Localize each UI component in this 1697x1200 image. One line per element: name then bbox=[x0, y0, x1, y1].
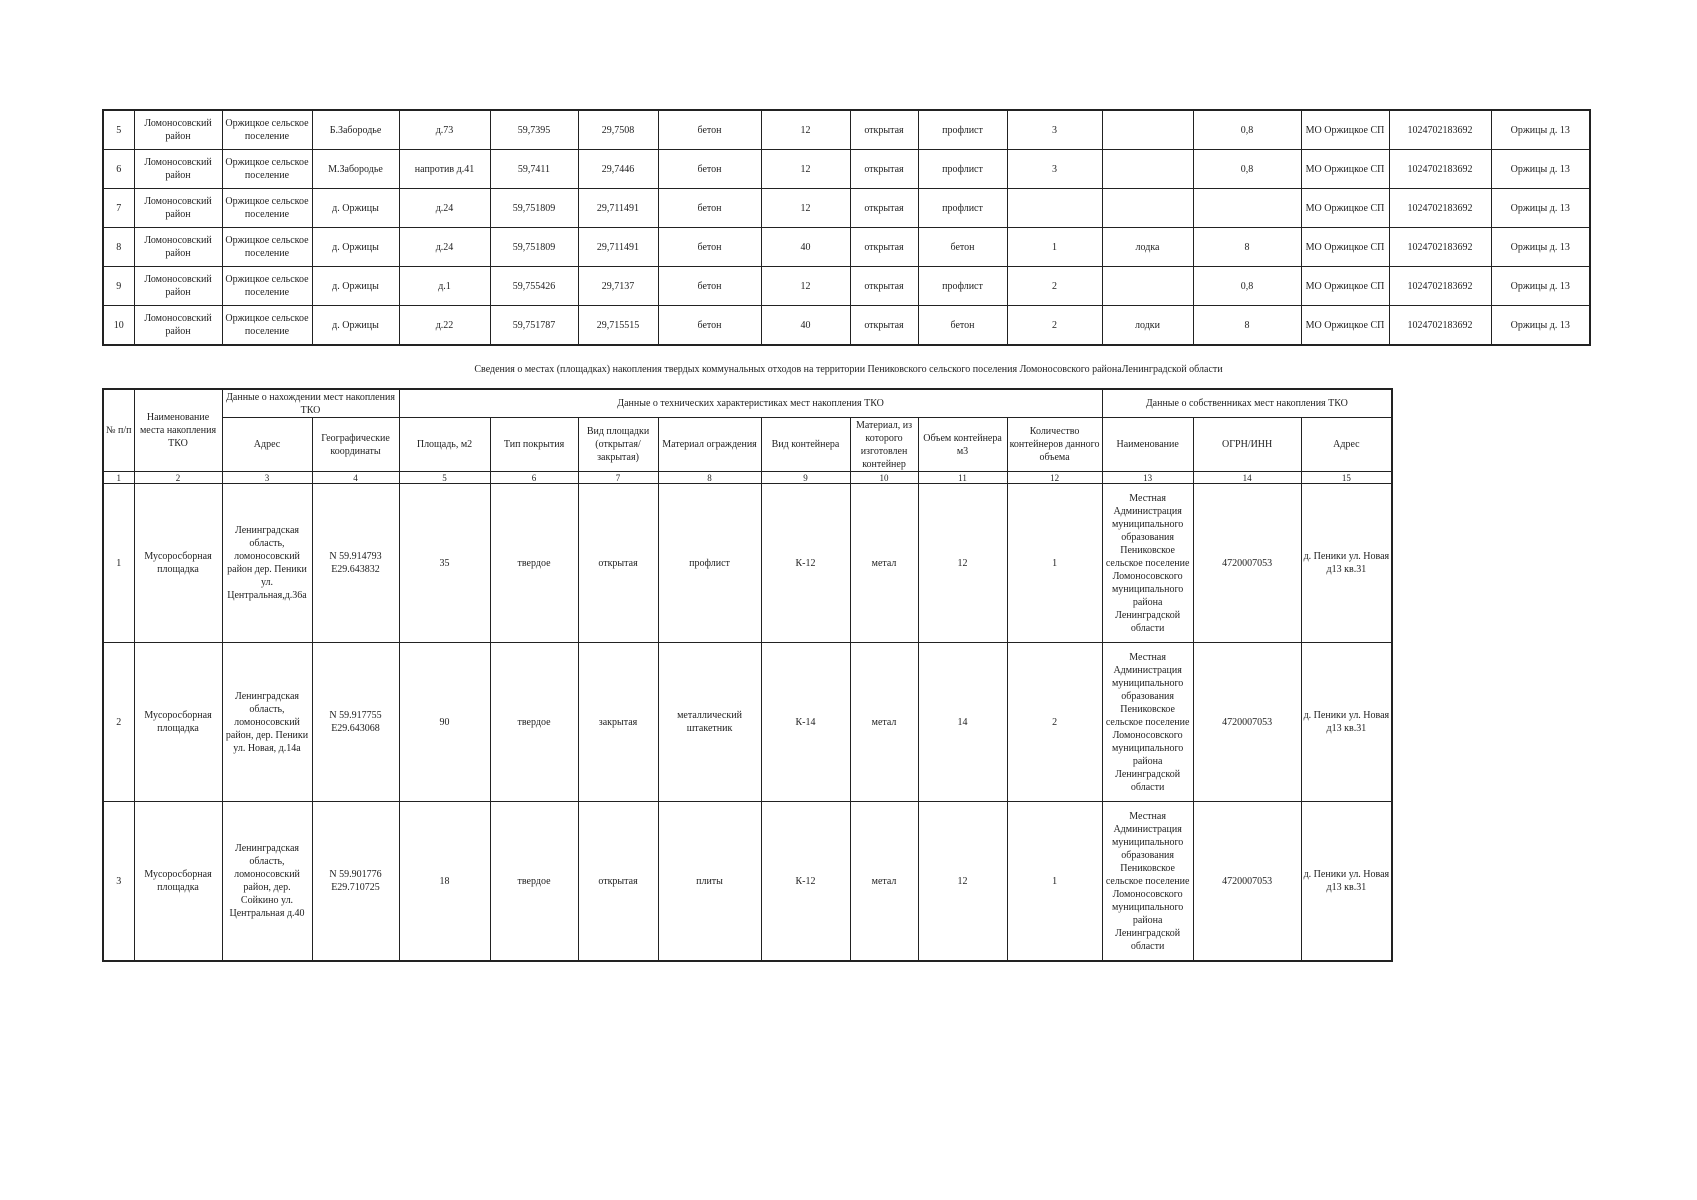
table-cell: Ломоносовский район bbox=[134, 110, 222, 150]
table-cell: 2 bbox=[1007, 267, 1102, 306]
table-cell: д. Оржицы bbox=[312, 228, 399, 267]
table-cell: К-14 bbox=[761, 643, 850, 802]
table-cell: 29,7446 bbox=[578, 150, 658, 189]
column-number: 13 bbox=[1102, 472, 1193, 484]
column-number: 2 bbox=[134, 472, 222, 484]
table-cell: 8 bbox=[1193, 306, 1301, 346]
table-cell: открытая bbox=[850, 189, 918, 228]
table-cell: Местная Администрация муниципального образования Пениковское сельское поселение Ломоносовского муниципального района Ленинградской области bbox=[1102, 643, 1193, 802]
table-cell: 40 bbox=[761, 306, 850, 346]
table-cell: 0,8 bbox=[1193, 150, 1301, 189]
table-row bbox=[103, 484, 1392, 643]
column-number: 4 bbox=[312, 472, 399, 484]
header-area: Площадь, м2 bbox=[399, 418, 490, 472]
table-cell: К-12 bbox=[761, 802, 850, 962]
table-cell: металлический штакетник bbox=[658, 643, 761, 802]
table-cell: 59,751787 bbox=[490, 306, 578, 346]
column-number: 12 bbox=[1007, 472, 1102, 484]
table-cell: Мусоросборная площадка bbox=[134, 484, 222, 643]
table-cell: бетон bbox=[918, 306, 1007, 346]
table-cell: 3 bbox=[1007, 150, 1102, 189]
table-cell: 1 bbox=[1007, 484, 1102, 643]
header-site-type: Вид площадки (открытая/закрытая) bbox=[578, 418, 658, 472]
table-cell: 4720007053 bbox=[1193, 484, 1301, 643]
bottom-table bbox=[102, 388, 1393, 962]
header-fence: Материал ограждения bbox=[658, 418, 761, 472]
table-cell: д. Пеники ул. Новая д13 кв.31 bbox=[1301, 802, 1392, 962]
table-cell: Ленинградская область, ломоносовский район дер. Пеники ул. Центральная,д.36а bbox=[222, 484, 312, 643]
table-cell: Оржицы д. 13 bbox=[1491, 110, 1590, 150]
table-cell: 1 bbox=[1007, 228, 1102, 267]
table-cell: открытая bbox=[850, 267, 918, 306]
table-cell: 29,7508 bbox=[578, 110, 658, 150]
table-cell: МО Оржицкое СП bbox=[1301, 150, 1389, 189]
table-cell: 4720007053 bbox=[1193, 643, 1301, 802]
table-cell: 59,7411 bbox=[490, 150, 578, 189]
table-cell: 8 bbox=[103, 228, 134, 267]
table-cell: д. Пеники ул. Новая д13 кв.31 bbox=[1301, 484, 1392, 643]
table-cell: 8 bbox=[1193, 228, 1301, 267]
table-cell: метал bbox=[850, 484, 918, 643]
table-cell: 1024702183692 bbox=[1389, 306, 1491, 346]
table-cell: 0,8 bbox=[1193, 267, 1301, 306]
table-cell: 29,7137 bbox=[578, 267, 658, 306]
column-number: 3 bbox=[222, 472, 312, 484]
table-cell: 6 bbox=[103, 150, 134, 189]
table-cell: 14 bbox=[918, 643, 1007, 802]
table-cell: Оржицы д. 13 bbox=[1491, 189, 1590, 228]
table-cell: Оржицы д. 13 bbox=[1491, 150, 1590, 189]
table-cell: МО Оржицкое СП bbox=[1301, 189, 1389, 228]
table-cell: профлист bbox=[918, 150, 1007, 189]
table-cell: Оржицы д. 13 bbox=[1491, 228, 1590, 267]
table-cell: 4720007053 bbox=[1193, 802, 1301, 962]
table-cell: Ломоносовский район bbox=[134, 150, 222, 189]
table-row bbox=[103, 189, 1590, 228]
table-cell: 12 bbox=[761, 110, 850, 150]
table-cell: д.22 bbox=[399, 306, 490, 346]
table-cell: д. Оржицы bbox=[312, 267, 399, 306]
table-cell: твердое bbox=[490, 484, 578, 643]
table-cell: Оржицкое сельское поселение bbox=[222, 267, 312, 306]
table-cell: 5 bbox=[103, 110, 134, 150]
header-owner-name: Наименование bbox=[1102, 418, 1193, 472]
table-cell: N 59.914793 E29.643832 bbox=[312, 484, 399, 643]
table-cell: 12 bbox=[761, 189, 850, 228]
table-cell: открытая bbox=[850, 228, 918, 267]
table-cell: д.1 bbox=[399, 267, 490, 306]
table-cell: 29,711491 bbox=[578, 189, 658, 228]
table-cell: открытая bbox=[578, 484, 658, 643]
table-cell: 59,751809 bbox=[490, 189, 578, 228]
table-cell: напротив д.41 bbox=[399, 150, 490, 189]
table-cell: бетон bbox=[658, 306, 761, 346]
table-cell: бетон bbox=[658, 228, 761, 267]
table-cell: 1 bbox=[1007, 802, 1102, 962]
column-number: 8 bbox=[658, 472, 761, 484]
table-cell: К-12 bbox=[761, 484, 850, 643]
table-cell: 12 bbox=[918, 802, 1007, 962]
table-cell: открытая bbox=[578, 802, 658, 962]
table-cell: метал bbox=[850, 802, 918, 962]
table-cell: плиты bbox=[658, 802, 761, 962]
table-cell: Ломоносовский район bbox=[134, 189, 222, 228]
header-container-material: Материал, из которого изготовлен контейнер bbox=[850, 418, 918, 472]
table-row bbox=[103, 267, 1590, 306]
table-cell: 1024702183692 bbox=[1389, 110, 1491, 150]
table-cell: 9 bbox=[103, 267, 134, 306]
table-cell: д. Оржицы bbox=[312, 189, 399, 228]
table-cell: бетон bbox=[658, 267, 761, 306]
table-cell: Оржицкое сельское поселение bbox=[222, 228, 312, 267]
table-cell bbox=[1102, 267, 1193, 306]
table-cell: Оржицкое сельское поселение bbox=[222, 306, 312, 346]
column-number: 1 bbox=[103, 472, 134, 484]
table-cell: 35 bbox=[399, 484, 490, 643]
table-cell: 12 bbox=[761, 267, 850, 306]
table-cell: закрытая bbox=[578, 643, 658, 802]
table-cell: бетон bbox=[658, 110, 761, 150]
table-cell: Местная Администрация муниципального образования Пениковское сельское поселение Ломоносовского муниципального района Ленинградской области bbox=[1102, 802, 1193, 962]
table-cell: Оржицкое сельское поселение bbox=[222, 110, 312, 150]
table-cell: 29,711491 bbox=[578, 228, 658, 267]
table-cell: открытая bbox=[850, 306, 918, 346]
table-cell: Ломоносовский район bbox=[134, 306, 222, 346]
column-number: 6 bbox=[490, 472, 578, 484]
table-cell: Ломоносовский район bbox=[134, 228, 222, 267]
table-cell: 12 bbox=[761, 150, 850, 189]
table-cell: Б.Забородье bbox=[312, 110, 399, 150]
table-cell: Мусоросборная площадка bbox=[134, 643, 222, 802]
table-cell: бетон bbox=[918, 228, 1007, 267]
header-num: № п/п bbox=[103, 389, 134, 472]
column-number: 15 bbox=[1301, 472, 1392, 484]
table-cell: д.24 bbox=[399, 189, 490, 228]
table-cell: д. Оржицы bbox=[312, 306, 399, 346]
table-cell: лодка bbox=[1102, 228, 1193, 267]
table-row bbox=[103, 802, 1392, 962]
table-cell: открытая bbox=[850, 150, 918, 189]
table-cell: твердое bbox=[490, 643, 578, 802]
table-cell: 90 bbox=[399, 643, 490, 802]
header-location-group: Данные о нахождении мест накопления ТКО bbox=[222, 389, 399, 418]
table-cell: профлист bbox=[658, 484, 761, 643]
section-caption: Сведения о местах (площадках) накопления твердых коммунальных отходов на территории Пениковского сельского поселения Ломоносовского районаЛенинградской области bbox=[474, 364, 1223, 375]
table-cell: N 59.917755 E29.643068 bbox=[312, 643, 399, 802]
table-cell: 3 bbox=[103, 802, 134, 962]
table-cell: Ленинградская область, ломоносовский район, дер. Пеники ул. Новая, д.14а bbox=[222, 643, 312, 802]
table-cell: д.73 bbox=[399, 110, 490, 150]
table-cell: 12 bbox=[918, 484, 1007, 643]
table-cell: метал bbox=[850, 643, 918, 802]
table-cell: профлист bbox=[918, 110, 1007, 150]
table-cell: 18 bbox=[399, 802, 490, 962]
top-table bbox=[102, 109, 1591, 346]
table-cell: открытая bbox=[850, 110, 918, 150]
table-cell: Оржицы д. 13 bbox=[1491, 267, 1590, 306]
table-cell: бетон bbox=[658, 189, 761, 228]
table-cell bbox=[1007, 189, 1102, 228]
table-cell: 2 bbox=[1007, 306, 1102, 346]
header-address: Адрес bbox=[222, 418, 312, 472]
table-cell: 3 bbox=[1007, 110, 1102, 150]
table-row bbox=[103, 110, 1590, 150]
table-cell: М.Забородье bbox=[312, 150, 399, 189]
table-cell: 2 bbox=[1007, 643, 1102, 802]
column-number: 5 bbox=[399, 472, 490, 484]
table-cell: N 59.901776 E29.710725 bbox=[312, 802, 399, 962]
header-cover: Тип покрытия bbox=[490, 418, 578, 472]
table-cell: Оржицкое сельское поселение bbox=[222, 150, 312, 189]
table-cell: МО Оржицкое СП bbox=[1301, 110, 1389, 150]
header-name: Наименование места накопления ТКО bbox=[134, 389, 222, 472]
table-cell: 1 bbox=[103, 484, 134, 643]
table-cell: 7 bbox=[103, 189, 134, 228]
table-cell bbox=[1102, 189, 1193, 228]
header-ogrn: ОГРН/ИНН bbox=[1193, 418, 1301, 472]
table-cell: 2 bbox=[103, 643, 134, 802]
table-cell bbox=[1102, 110, 1193, 150]
table-cell: твердое bbox=[490, 802, 578, 962]
table-cell: лодки bbox=[1102, 306, 1193, 346]
table-row bbox=[103, 643, 1392, 802]
table-cell: 59,751809 bbox=[490, 228, 578, 267]
table-cell: профлист bbox=[918, 267, 1007, 306]
header-count: Количество контейнеров данного объема bbox=[1007, 418, 1102, 472]
table-cell: бетон bbox=[658, 150, 761, 189]
table-cell: Ленинградская область, ломоносовский район, дер. Сойкино ул. Центральная д.40 bbox=[222, 802, 312, 962]
table-cell: 1024702183692 bbox=[1389, 150, 1491, 189]
table-cell: 59,7395 bbox=[490, 110, 578, 150]
column-number: 7 bbox=[578, 472, 658, 484]
table-cell: Оржицы д. 13 bbox=[1491, 306, 1590, 346]
table-cell bbox=[1193, 189, 1301, 228]
table-cell: 59,755426 bbox=[490, 267, 578, 306]
table-cell: МО Оржицкое СП bbox=[1301, 306, 1389, 346]
table-cell: Мусоросборная площадка bbox=[134, 802, 222, 962]
column-number: 11 bbox=[918, 472, 1007, 484]
table-cell: д. Пеники ул. Новая д13 кв.31 bbox=[1301, 643, 1392, 802]
header-coords: Географические координаты bbox=[312, 418, 399, 472]
column-number: 10 bbox=[850, 472, 918, 484]
table-cell: 29,715515 bbox=[578, 306, 658, 346]
table-row bbox=[103, 228, 1590, 267]
table-cell: МО Оржицкое СП bbox=[1301, 228, 1389, 267]
header-tech-group: Данные о технических характеристиках мест накопления ТКО bbox=[399, 389, 1102, 418]
table-cell bbox=[1102, 150, 1193, 189]
header-container-type: Вид контейнера bbox=[761, 418, 850, 472]
table-cell: Ломоносовский район bbox=[134, 267, 222, 306]
table-cell: 1024702183692 bbox=[1389, 228, 1491, 267]
table-cell: профлист bbox=[918, 189, 1007, 228]
table-cell: 1024702183692 bbox=[1389, 189, 1491, 228]
table-cell: 0,8 bbox=[1193, 110, 1301, 150]
table-cell: 10 bbox=[103, 306, 134, 346]
table-cell: Местная Администрация муниципального образования Пениковское сельское поселение Ломоносовского муниципального района Ленинградской области bbox=[1102, 484, 1193, 643]
table-cell: д.24 bbox=[399, 228, 490, 267]
header-owner-address: Адрес bbox=[1301, 418, 1392, 472]
column-number: 14 bbox=[1193, 472, 1301, 484]
table-cell: МО Оржицкое СП bbox=[1301, 267, 1389, 306]
table-row bbox=[103, 150, 1590, 189]
header-owner-group: Данные о собственниках мест накопления ТКО bbox=[1102, 389, 1392, 418]
table-cell: Оржицкое сельское поселение bbox=[222, 189, 312, 228]
table-cell: 1024702183692 bbox=[1389, 267, 1491, 306]
table-cell: 40 bbox=[761, 228, 850, 267]
header-volume: Объем контейнера м3 bbox=[918, 418, 1007, 472]
column-number: 9 bbox=[761, 472, 850, 484]
table-row bbox=[103, 306, 1590, 346]
